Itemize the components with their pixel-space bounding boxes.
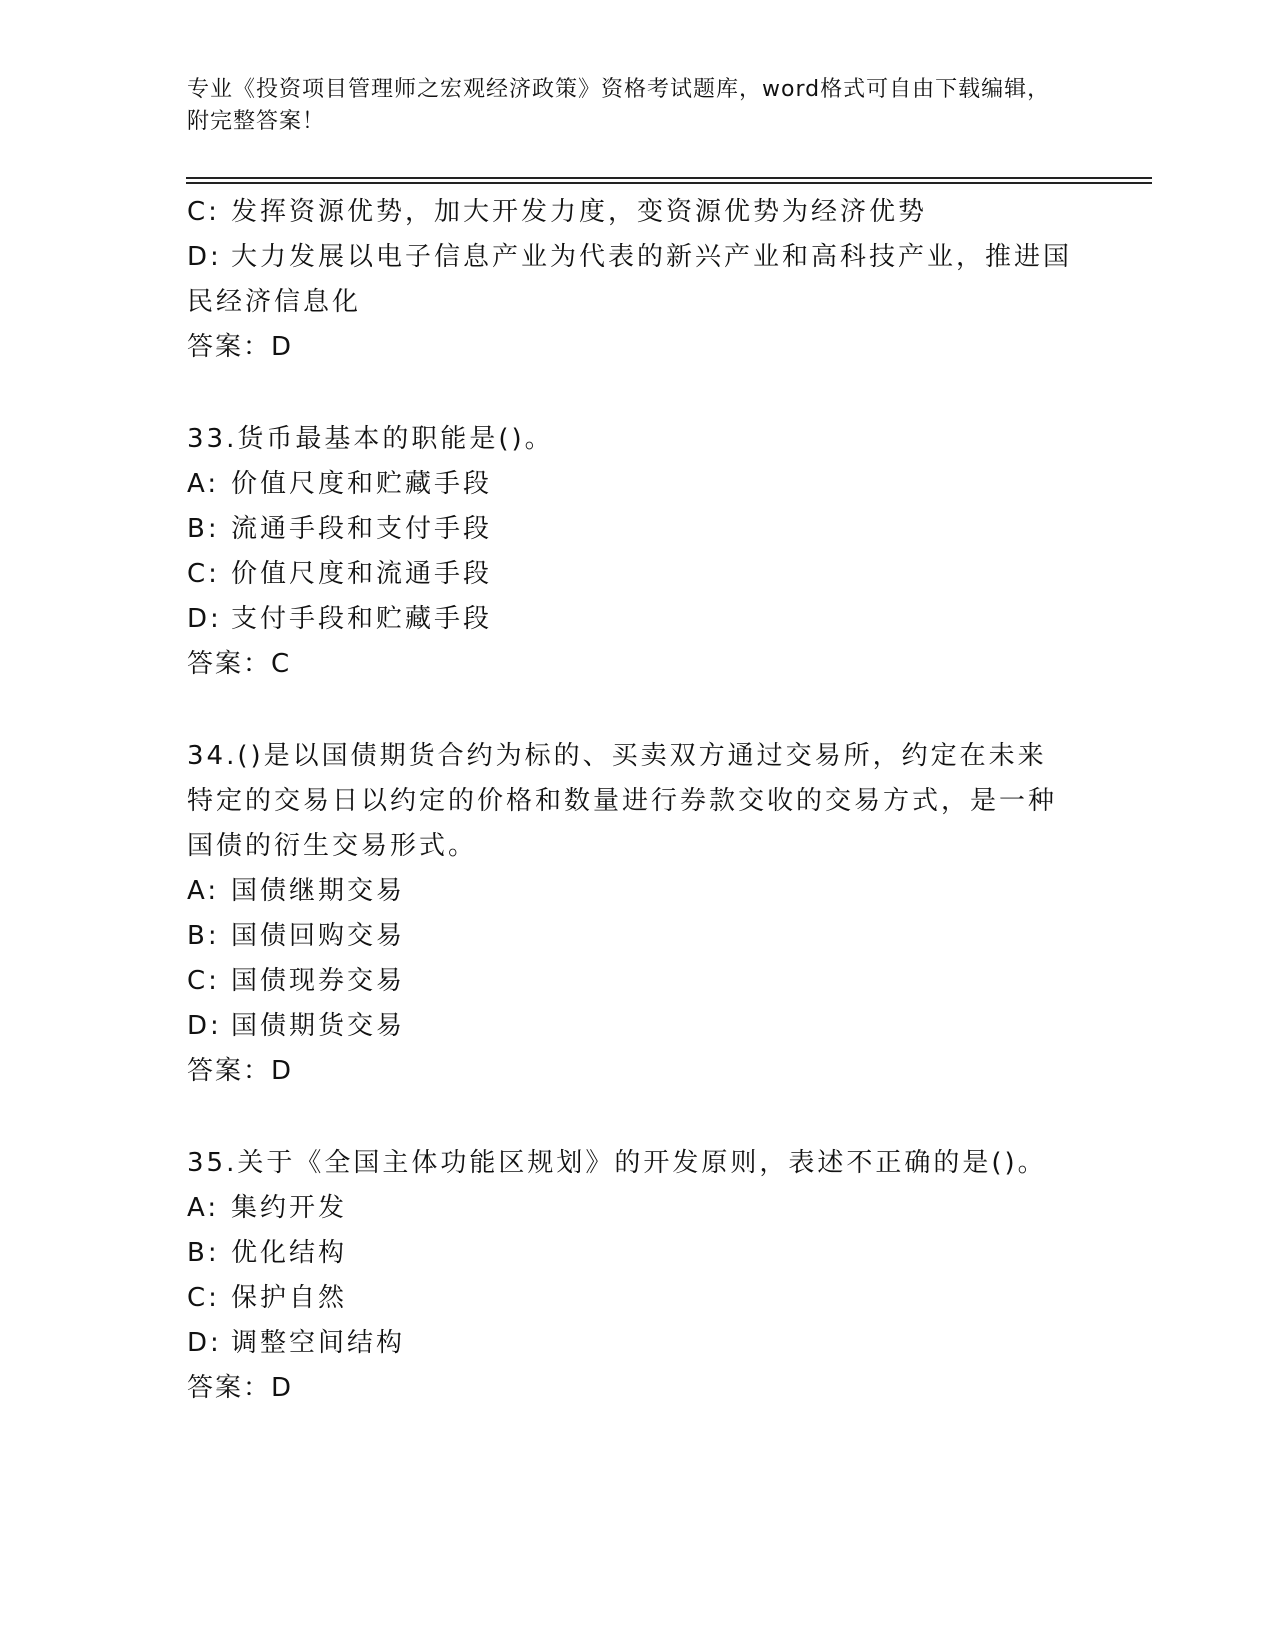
option-b — [187, 507, 1087, 552]
option-d — [187, 597, 1087, 642]
answer-line: 答案：C — [187, 649, 292, 679]
option-b — [187, 914, 1087, 959]
option-text: 国债期货交易 — [231, 1011, 406, 1041]
option-label: A: — [187, 1193, 220, 1223]
answer-line: 答案：D — [187, 332, 294, 362]
option-c — [187, 552, 1087, 597]
option-label: B: — [187, 1238, 220, 1268]
option-a — [187, 462, 1087, 507]
option-text: 保护自然 — [231, 1283, 348, 1313]
option-label: B: — [187, 514, 220, 544]
option-text: 优化结构 — [231, 1238, 348, 1268]
option-label: D: — [187, 1328, 222, 1358]
option-label: C: — [187, 966, 220, 996]
question-33 — [187, 417, 1087, 687]
option-text: 价值尺度和流通手段 — [231, 559, 493, 589]
option-label: A: — [187, 469, 220, 499]
option-label: D: — [187, 604, 222, 634]
option-d — [187, 235, 1087, 325]
document-body — [187, 190, 1087, 1411]
question-stem: 35.关于《全国主体功能区规划》的开发原则，表述不正确的是()。 — [187, 1148, 1047, 1178]
option-text: 调整空间结构 — [231, 1328, 406, 1358]
question-34 — [187, 734, 1087, 1094]
option-label: D: — [187, 1011, 222, 1041]
option-c — [187, 1276, 1087, 1321]
option-label: C: — [187, 559, 220, 589]
option-label: B: — [187, 921, 220, 951]
document-header: 专业《投资项目管理师之宏观经济政策》资格考试题库，word格式可自由下载编辑，附完整答案！ — [187, 77, 1051, 134]
option-b — [187, 1231, 1087, 1276]
option-d — [187, 1321, 1087, 1366]
option-c — [187, 959, 1087, 1004]
option-text: 集约开发 — [231, 1193, 348, 1223]
option-text: 国债回购交易 — [231, 921, 406, 951]
option-label: C: — [187, 197, 220, 227]
option-text: 国债继期交易 — [231, 876, 406, 906]
option-label: D: — [187, 242, 222, 272]
option-a — [187, 1186, 1087, 1231]
header-divider-bottom — [186, 182, 1152, 184]
question-continuation — [187, 190, 1087, 370]
option-text: 支付手段和贮藏手段 — [231, 604, 493, 634]
option-text: 价值尺度和贮藏手段 — [231, 469, 493, 499]
option-c — [187, 190, 1087, 235]
option-text: 大力发展以电子信息产业为代表的新兴产业和高科技产业，推进国民经济信息化 — [187, 242, 1073, 317]
option-text: 发挥资源优势，加大开发力度，变资源优势为经济优势 — [231, 197, 928, 227]
option-label: C: — [187, 1283, 220, 1313]
option-d — [187, 1004, 1087, 1049]
header-divider-top — [186, 177, 1152, 179]
question-stem: 34.()是以国债期货合约为标的、买卖双方通过交易所，约定在未来特定的交易日以约定的价格和数量进行券款交收的交易方式，是一种国债的衍生交易形式。 — [187, 741, 1058, 861]
question-stem: 33.货币最基本的职能是()。 — [187, 424, 554, 454]
answer-line: 答案：D — [187, 1373, 294, 1403]
option-a — [187, 869, 1087, 914]
option-label: A: — [187, 876, 220, 906]
option-text: 流通手段和支付手段 — [231, 514, 493, 544]
question-35 — [187, 1141, 1087, 1411]
option-text: 国债现券交易 — [231, 966, 406, 996]
answer-line: 答案：D — [187, 1056, 294, 1086]
